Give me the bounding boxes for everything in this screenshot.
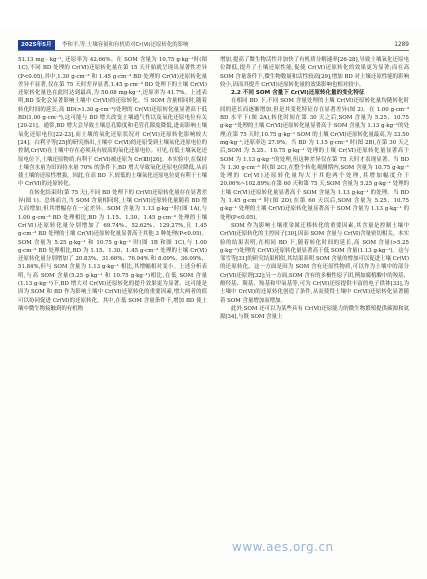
section-heading: 2.2 不同 SOM 含量下 Cr(Ⅵ)还原转化量的变化特征 xyxy=(231,90,365,97)
top-margin xyxy=(0,0,427,28)
journal-url-watermark: www.aes.org.cn xyxy=(232,540,334,554)
body-paragraph: 在转化结束时(第 75 天),不同 BD 处理下的 Cr(Ⅵ)还原转化量存在显著差异(图 1)。总体而言,当 SOM 含量相同时,土壤 Cr(Ⅵ)还原转化量随着 BD 增大而增加,但其增幅存在一定差异。SOM 含量为 1.13 g·kg⁻¹时(图 1A),与 1.00 g·cm⁻³ BD 处理相比,BD 为 1.15、1.30、1.45 g·cm⁻³ 处理的土壤 Cr(Ⅵ)还原转化量分别增加了 69.74%、52.62%、129.27%,且 1.45 g·cm⁻³ BD 处理的土壤 Cr(Ⅵ)还原转化量显著高于其他 3 种处理(P<0.05)。SOM 含量为 5.25 g·kg⁻¹ 和 10.75 g·kg⁻¹ 时(图 1B 和图 1C),与 1.00 g·cm⁻³ BD 处理相比,BD 为 1.15、1.30、1.45 g·cm⁻³ 处理的土壤 Cr(Ⅵ)还原转化量分别增加了 20.83%、31.60%、76.94% 和 8.09%、36.09%、51.84%,但与 SOM 含量为 1.13 g·kg⁻¹ 相比,其增幅相对变小。上述分析表明,与高 SOM 含量(5.25 g·kg⁻¹ 和 10.75 g·kg⁻¹)相比,在低 SOM 含量(1.13 g·kg⁻¹)下,BD 增大对 Cr(Ⅵ)还原转化的提升效果更为显著。这可能是因为 SOM 和 BD 作为影响土壤中 Cr(Ⅵ)还原转化的重要因素,增大两者的值可以协同促进 Cr(Ⅵ)的还原转化。其中,在低 SOM 含量条件下,增加 BD 使土壤中微生物接触到的有机物 xyxy=(18,189,207,312)
left-column xyxy=(18,56,207,313)
issue-tag: 2025年5月 xyxy=(18,40,55,50)
body-paragraph: 增加,提高了微生物活性并加快了有机质分解速率[26-28],导致土壤氧化还原电位降低,提升了土壤还原性能,促使 Cr(Ⅵ)还原转化的效果更为显著;而在高 SOM 含量条件下,微生物数量和活性较高[29],增加 BD 对土壤还原性能的影响较小,因而其提升 Cr(Ⅵ)还原转化量的效果影响也相对较小。 xyxy=(220,57,409,88)
header-rule xyxy=(18,50,409,51)
body-paragraph: 在相同 BD 下,不同 SOM 含量处理的土壤 Cr(Ⅵ)还原转化量均随转化时间的延长而逐渐增加,但是其变化特征存在显著差异(图 2)。在 1.00 g·cm⁻³ BD 水平下(图 2A),转化时间在第 30 天之后,SOM 含量为 5.25、10.75 g·kg⁻¹处理的土壤 Cr(Ⅵ)还原转化量显著高于 SOM 含量为 1.13 g·kg⁻¹的处理;在第 75 天时,10.75 g·kg⁻¹ SOM 的土壤 Cr(Ⅵ)还原转化量最高,为 33.50 mg·kg⁻¹,还原率达 27.9%。当 BD 为 1.15 g·cm⁻³ 时(图 2B),在第 30 天之后,SOM 为 5.25、10.75 g·kg⁻¹ 处理的土壤 Cr(Ⅵ)还原转化量显著高于 SOM 为 1.13 g·kg⁻¹的处理,但这种差异仅在第 75 天时才表现显著。当 BD 为 1.30 g·cm⁻³ 时(图 2C),在整个转化观测期内,SOM 含量为 10.75 g·kg⁻¹ 处理的 Cr(Ⅵ)还原转化量均大于其他两个处理,其增加幅度介于 20.06%~102.89%;在第 60 天和第 75 天,SOM 含量为 5.25 g·kg⁻¹ 处理的土壤 Cr(Ⅵ)还原转化量显著高于 SOM 含量为 1.13 g·kg⁻¹ 的处理。当 BD 为 1.45 g·cm⁻³ 时(图 2D),在第 60 天以后,SOM 含量为 5.25、10.75 g·kg⁻¹ 处理的土壤 Cr(Ⅵ)还原转化量显著高于 SOM 含量为 1.13 g·kg⁻¹ 的处理(P<0.05)。 xyxy=(220,98,409,221)
page-number: 1289 xyxy=(394,42,409,48)
right-column xyxy=(220,56,409,322)
running-title: 李和平,等.土壤容量和有机质对Cr(Ⅵ)还原转化的影响 xyxy=(62,42,189,48)
body-paragraph: SOM 作为影响土壤重金属迁移转化的重要因素,其含量是控制土壤中 Cr(Ⅵ)还原转化的主控因子[30],因而 SOM 含量与 Cr(Ⅵ)含量密切相关。本实验的结果表明,在相同 BD 下,随着转化时间的延长,高 SOM 含量(>5.25 g·kg⁻¹)处理的 Cr(Ⅵ)还原转化量显著高于低 SOM 含量(1.13 g·kg⁻¹)。这与邹雪等[31]的研究结果相似,其结果表明 SOM 含量的增加可以促进土壤 Cr(Ⅵ)的还原转化。这一方面是因为 SOM 含有还原性物质,可以作为土壤中的部分 Cr(Ⅵ)还原剂[32];另一方面,SOM 含有的多极性原子团,例如腐植酸中的羧基、酚羟基、羰基、羧基和甲氧基等,可为 Cr(Ⅵ)还原提供丰富的电子供体[33],为土壤中 Cr(Ⅵ)的还原转化创造了条件,从而使得土壤中 Cr(Ⅵ)还原转化显著随着 SOM 含量增加而增加。 xyxy=(220,222,409,304)
body-paragraph: 此外,SOM 还可以为某些具有 Cr(Ⅵ)还原能力的微生物繁殖提供碳源和氮源[34],与既 SOM 含量上 xyxy=(220,305,409,321)
body-paragraph: 51.13 mg · kg⁻¹, 还原率为 42.66%。在 SOM 含量为 10.75 g·kg⁻¹时(图 1C),不同 BD 处理的 Cr(Ⅵ)还原转化量在第 15 天开始就呈现出显著性差异(P<0.05),其中,1.30 g·cm⁻³ 和 1.45 g·cm⁻³ BD 处理的 Cr(Ⅵ)还原转化量差异不显著,仅在第 75 天时差异显著,1.45 g·cm⁻³ BD 处理下的土壤 Cr(Ⅵ)还原转化量也在此时达到最高,为 50.08 mg·kg⁻¹,还原率为 41.7%。上述表明,BD 变化会显著影响土壤中 Cr(Ⅵ)的还原转化。当 SOM 含量相同时,随着转化时间的延长,高 BD(>1.30 g·cm⁻³)处理的 Cr(Ⅵ)还原转化量显著高于低 BD(1.00 g·cm⁻³),这可能与 BD 增大改变土壤通气性以及氧化还原电位有关[20-21]。通常,BD 增大会导致土壤总孔隙度和毛管孔隙度降低,进而影响土壤氧化还原电位[22-23],而土壤的氧化还原状况对 Cr(Ⅵ)还原转化影响较大[24]。白利平等[25]的研究指出,土壤中 Cr(Ⅵ)的还原受到土壤氧化还原电位的控制,Cr(Ⅵ)在土壤中存在必须具有较高的氧化还原电位。可见,在低土壤氧化还原电位下,土壤还原物质,有利于 Cr(Ⅵ)被还原为 Cr(Ⅲ)[26]。本实验中,在保持土壤含水量为田间持水量 70% 的条件下,BD 增大导致氧化还原电位降低,从而使土壤的还原性增强。因此,在高 BD 下,较低的土壤氧化还原电位更有利于土壤中 Cr(Ⅵ)的还原转化。 xyxy=(18,57,207,188)
